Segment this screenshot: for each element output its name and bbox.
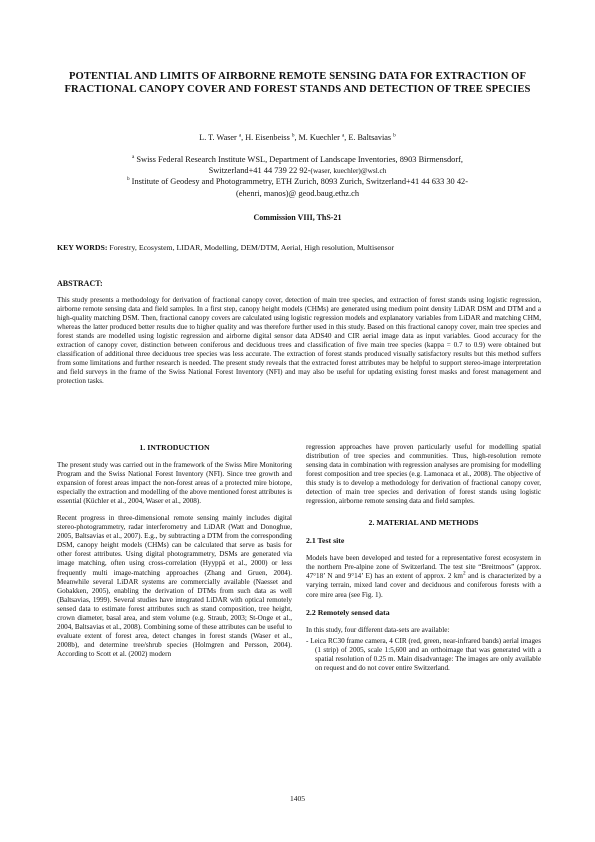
subsection-heading-test-site: 2.1 Test site [306,536,345,546]
page-number: 1405 [290,794,305,803]
affiliations [72,154,523,199]
intro-paragraph-1: The present study was carried out in the framework of the Swiss Mire Monitoring Program and the Swiss National Forest Inventory (NFI). Since tree growth and expansion of forest areas impact the non-forest areas of a protected mire biotope, especially the extraction and modelling of the above mentioned forest attributes is essential (Küchler et al., 2004, Waser et al., 2008). [57,461,292,506]
paper-title: POTENTIAL AND LIMITS OF AIRBORNE REMOTE SENSING DATA FOR EXTRACTION OF FRACTIONAL CANOPY COVER AND FOREST STANDS AND DETECTION OF TREE SPECIES [64,71,531,95]
list-item: - Leica RC30 frame camera, 4 CIR (red, green, near-infrared bands) aerial images (1 strip) of 2005, scale 1:5,600 and an orthoimage that was generated with a spatial resolution of 0.25 m. Main disadvantage: The images are only available on request and do not cover entire Switzerland. [306,636,541,672]
intro-paragraph-2: Recent progress in three-dimensional remote sensing mainly includes digital stereo-photogrammetry, radar interferometry and LiDAR (Watt and Donoghue, 2005, Baltsavias et al., 2007). E.g., by subtracting a DTM from the corresponding DSM, canopy height models (CHMs) can be calculated that serve as basis for other forest attributes. Using digital photogrammetry, DSMs are generated via image matching, often using cross-correlation (Hyyppä et al., 2000) or less frequently multi image-matching approaches (Zhang and Gruen, 2004). Meanwhile several LiDAR systems are commercially available (Naesset and Gobakken, 2005), enabling the derivation of DTMs from such data as well (Baltsavias, 1999). Several studies have integrated LiDAR with optical remotely sensed data to estimate forest attributes such as stand composition, tree height, crown diameter, basal area, and stem volume (e.g. Straub, 2003; St-Onge et al., 2004, Baltsavias et al., 2008). Combining some of these attributes can be useful to evaluate extent of forest area, detect changes in forest stands (Waser et al., 2008b), and determine tree/shrub species (Holmgren and Persson, 2004). According to Scott et al. (2002) modern [57,514,292,658]
author-3: M. Kuechler $^a$, [298,132,349,142]
author-line [60,133,535,143]
author-4: E. Baltsavias $^b$ [348,132,396,142]
section-heading-introduction: 1. INTRODUCTION [139,443,210,452]
remote-data-intro: In this study, four different data-sets are available: [306,625,450,634]
abstract-text: This study presents a methodology for derivation of fractional canopy cover, detection of main tree species, and extraction of forest stands using logistic regression, airborne remote sensing data and field samples. In a first step, canopy height models (CHMs) are generated using medium point density LiDAR DSM and DTM and a high-quality matching DSM. Then, fractional canopy covers are calculated using logistic regression models and explanatory variables from LiDAR and matching CHM, whereas the latter produced better results due to higher quality and was therefore further used in this study. Based on this fractional canopy cover, main tree species and forest stands are modelled using logistic regression and airborne digital sensor data ADS40 and CIR aerial image data as input variables. Good accuracy for the extraction of canopy cover, distinction between coniferous and deciduous trees and classification of five main tree species (kappa = 0.7 to 0.9) were obtained but classification of additional three deciduous tree species was less accurate. The extraction of forest stands produced visually satisfactory results but this method suffers from some limitations and further research is needed. The present study reveals that the extracted forest attributes may be helpful to support stereo-image interpretation and field surveys in the frame of the Swiss National Forest Inventory (NFI) and may also be useful for updating existing forest masks and forest management and protection tasks. [57,296,541,386]
right-column [306,443,541,681]
affiliation-b: $^b$ Institute of Geodesy and Photogrammetry, ETH Zurich, 8093 Zurich, Switzerland+41 44 633 30 42- [126,176,468,187]
affiliation-b-email: (ehenri, manos)@ geod.baug.ethz.ch [235,188,360,198]
commission-label: Commission VIII, ThS-21 [253,213,342,222]
author-2: H. Eisenbeiss $^b$, [245,132,299,142]
affiliation-a-email: (waser, kuechler)@wsl.ch [310,166,387,176]
author-1: L. T. Waser $^a$, [199,132,246,142]
keywords-label: KEY WORDS: [57,243,108,252]
keywords [57,243,547,253]
left-column [57,443,292,667]
affiliation-a-contact: Switzerland+41 44 739 22 92-(waser, kuechler)@wsl.ch [208,166,387,176]
affiliation-a: $^a$ Swiss Federal Research Institute WSL, Department of Landscape Inventories, 8903 Birmensdorf, [131,154,464,164]
section-heading-material-methods: 2. MATERIAL AND METHODS [368,518,479,528]
test-site-paragraph: Models have been developed and tested for a representative forest ecosystem in the northern Pre-alpine zone of Switzerland. The test site “Breitmoos” (approx. 47°18’ N and 9°14’ E) has an extent of approx. 2 $km^2$ and is characterized by a varying terrain, mixed land cover and deciduous and coniferous forests with a core mire area (see Fig. 1). [306,554,542,599]
abstract-heading: ABSTRACT: [57,279,103,288]
keywords-text: Forestry, Ecosystem, LIDAR, Modelling, DEM/DTM, Aerial, High resolution, Multisensor [107,243,395,252]
subsection-heading-remote-data: 2.2 Remotely sensed data [306,607,390,617]
intro-paragraph-3: regression approaches have proven particularly useful for modelling spatial distribution of tree species and communities. Thus, high-resolution remote sensing data in combination with regression analyses are promising for modelling forest composition and tree species (e.g. Lamonaca et al., 2008). The objective of this study is to develop a methodology for derivation of fractional canopy cover, detection of main tree species and derivation of forest stands using logistic regression, airborne remote sensing data and field samples. [306,443,541,506]
